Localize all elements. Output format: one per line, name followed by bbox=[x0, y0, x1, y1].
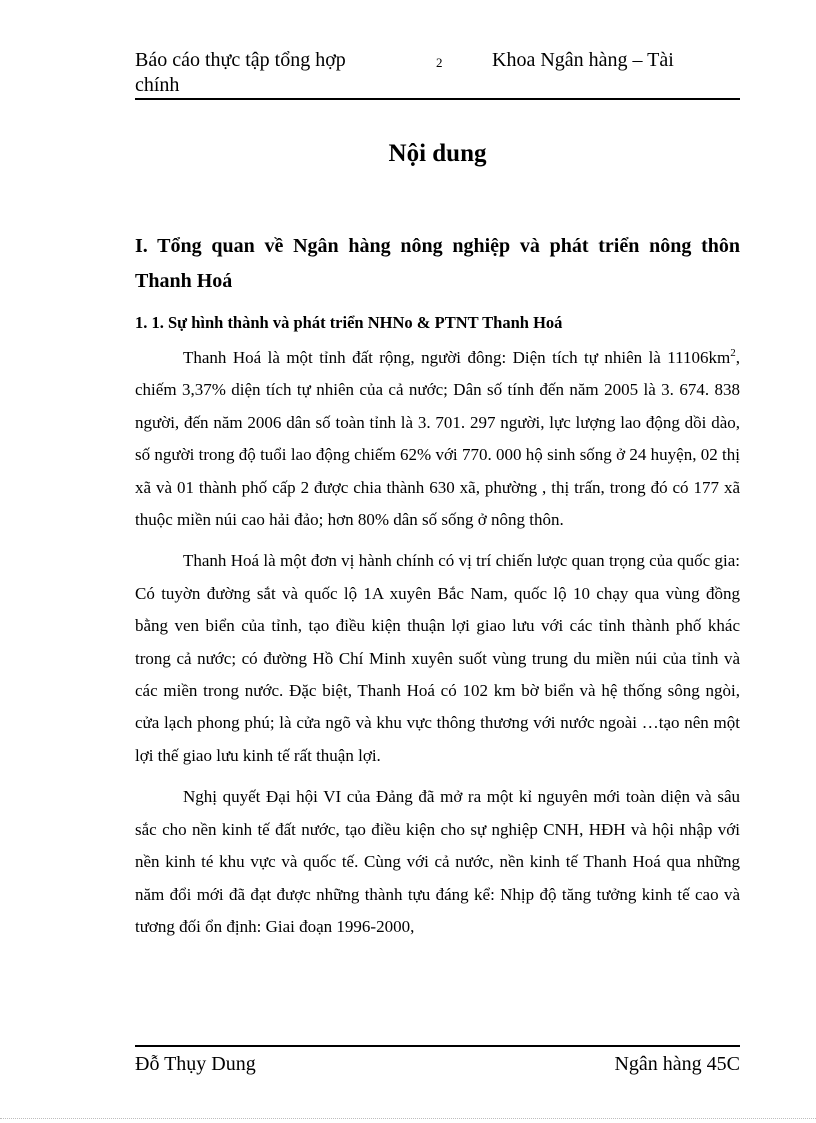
header-department: Khoa Ngân hàng – Tài bbox=[492, 49, 674, 71]
paragraph-2: Thanh Hoá là một đơn vị hành chính có vị trí chiến lược quan trọng của quốc gia: Có tuyờn đường sắt và quốc lộ 1A xuyên Bắc Nam, quốc lộ 10 chạy qua vùng đồng bằng ven biển của tỉnh, tạo điều kiện thuận lợi giao lưu với các tỉnh thành phố khác trong cả nước; có đường Hồ Chí Minh xuyên suốt vùng trung du miền núi của tỉnh và các miền trong nước. Đặc biệt, Thanh Hoá có 102 km bờ biển và hệ thống sông ngòi, cửa lạch phong phú; là cửa ngõ và khu vực thông thương với nước ngoài …tạo nên một lợi thế giao lưu kinh tế rất thuận lợi. bbox=[135, 551, 740, 765]
body-text bbox=[135, 342, 740, 943]
header-page-number: 2 bbox=[436, 55, 443, 70]
section-heading: I. Tổng quan về Ngân hàng nông nghiệp và phát triển nông thôn Thanh Hoá bbox=[135, 235, 740, 292]
footer-class: Ngân hàng 45C bbox=[614, 1053, 740, 1075]
paragraph-1 bbox=[135, 342, 740, 536]
paragraph-3: Nghị quyết Đại hội VI của Đảng đã mở ra một kỉ nguyên mới toàn diện và sâu sắc cho nền kinh tế đất nước, tạo điều kiện cho sự nghiệp CNH, HĐH và hội nhập với nền kinh té khu vực và quốc tế. Cùng với cả nước, nền kinh tế Thanh Hoá qua những năm đổi mới đã đạt được những thành tựu đáng kể: Nhịp độ tăng tưởng kinh tế cao và tương đối ổn định: Giai đoạn 1996-2000, bbox=[135, 787, 740, 936]
paragraph-1-start: Thanh Hoá là một tỉnh đất rộng, người đông: Diện tích tự nhiên là 11106km bbox=[183, 348, 731, 367]
header-report-title: Báo cáo thực tập tổng hợp chính bbox=[135, 49, 346, 96]
page-footer bbox=[135, 1045, 740, 1075]
subsection-heading: 1. 1. Sự hình thành và phát triển NHNo & PTNT Thanh Hoá bbox=[135, 313, 563, 332]
page-boundary-divider bbox=[0, 1118, 816, 1119]
page-title: Nội dung bbox=[388, 140, 487, 167]
paragraph-1-rest: , chiếm 3,37% diện tích tự nhiên của cả nước; Dân số tính đến năm 2005 là 3. 674. 838 người, đến năm 2006 dân số toàn tỉnh là 3. 701. 297 người, lực lượng lao động dồi dào, số người trong độ tuổi lao động chiếm 62% với 770. 000 hộ sinh sống ở 24 huyện, 02 thị xã và 01 thành phố cấp 2 được chia thành 630 xã, phường , thị trấn, trong đó có 177 xã thuộc miền núi cao hải đảo; hơn 80% dân số sống ở nông thôn. bbox=[135, 348, 740, 530]
page-header bbox=[135, 48, 740, 100]
footer-author: Đỗ Thụy Dung bbox=[135, 1053, 256, 1075]
superscript-2: 2 bbox=[730, 347, 736, 359]
